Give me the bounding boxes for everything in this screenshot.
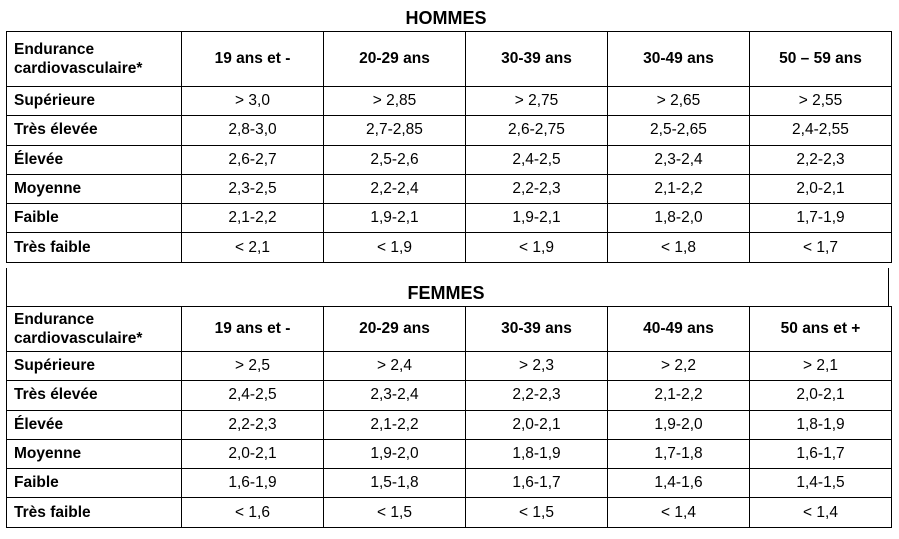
table-cell: > 2,5 (182, 352, 324, 381)
header-age-group: 20-29 ans (324, 307, 466, 352)
row-label: Moyenne (7, 439, 182, 468)
table-cell: 2,3-2,5 (182, 174, 324, 203)
table-cell: 2,4-2,5 (466, 145, 608, 174)
table-cell: 1,6-1,7 (750, 439, 892, 468)
table-cell: > 2,75 (466, 87, 608, 116)
table-cell: > 2,3 (466, 352, 608, 381)
table-cell: 2,8-3,0 (182, 116, 324, 145)
table-cell: 2,2-2,3 (466, 381, 608, 410)
header-age-group: 19 ans et - (182, 32, 324, 87)
header-age-group: 30-49 ans (608, 32, 750, 87)
table-cell: 2,2-2,3 (182, 410, 324, 439)
table-row (7, 233, 892, 262)
table-row (7, 410, 892, 439)
table-cell: < 1,9 (324, 233, 466, 262)
table-row (7, 116, 892, 145)
table-cell: 1,9-2,0 (324, 439, 466, 468)
table-cell: > 2,1 (750, 352, 892, 381)
table-cell: 1,7-1,9 (750, 204, 892, 233)
table-cell: 1,4-1,5 (750, 469, 892, 498)
row-label: Élevée (7, 145, 182, 174)
table-cell: 2,2-2,4 (324, 174, 466, 203)
table-cell: < 1,6 (182, 498, 324, 527)
table-cell: < 1,9 (466, 233, 608, 262)
row-label: Très faible (7, 498, 182, 527)
row-label: Supérieure (7, 87, 182, 116)
header-category: Endurance cardiovasculaire* (7, 307, 182, 352)
table-cell: > 2,85 (324, 87, 466, 116)
row-label: Très élevée (7, 381, 182, 410)
table-cell: 1,9-2,1 (466, 204, 608, 233)
row-label: Faible (7, 469, 182, 498)
header-category: Endurance cardiovasculaire* (7, 32, 182, 87)
table-row (7, 204, 892, 233)
table-cell: 1,6-1,9 (182, 469, 324, 498)
table-cell: > 3,0 (182, 87, 324, 116)
table-cell: 2,0-2,1 (182, 439, 324, 468)
table-cell: 1,8-1,9 (750, 410, 892, 439)
table-cell: 2,0-2,1 (750, 174, 892, 203)
table-row (7, 498, 892, 527)
table-cell: > 2,65 (608, 87, 750, 116)
table-cell: < 2,1 (182, 233, 324, 262)
row-label: Supérieure (7, 352, 182, 381)
table-cell: 2,0-2,1 (466, 410, 608, 439)
row-label: Très élevée (7, 116, 182, 145)
header-age-group: 30-39 ans (466, 32, 608, 87)
header-age-group: 50 ans et + (750, 307, 892, 352)
table-cell: 1,7-1,8 (608, 439, 750, 468)
row-label: Élevée (7, 410, 182, 439)
header-age-group: 30-39 ans (466, 307, 608, 352)
table-cell: 2,6-2,7 (182, 145, 324, 174)
table-cell: 2,5-2,65 (608, 116, 750, 145)
header-age-group: 40-49 ans (608, 307, 750, 352)
table-cell: 1,5-1,8 (324, 469, 466, 498)
table-row (7, 469, 892, 498)
table-row (7, 439, 892, 468)
header-age-group: 19 ans et - (182, 307, 324, 352)
table-cell: 1,8-2,0 (608, 204, 750, 233)
table-cell: 2,1-2,2 (182, 204, 324, 233)
table-cell: > 2,4 (324, 352, 466, 381)
table-cell: 2,1-2,2 (608, 381, 750, 410)
table-cell: 2,7-2,85 (324, 116, 466, 145)
row-label: Moyenne (7, 174, 182, 203)
table-cell: 1,9-2,0 (608, 410, 750, 439)
row-label: Très faible (7, 233, 182, 262)
table-cell: 2,1-2,2 (608, 174, 750, 203)
table-cell: < 1,8 (608, 233, 750, 262)
table-cell: < 1,7 (750, 233, 892, 262)
table-cell: 2,3-2,4 (608, 145, 750, 174)
table-cell: 2,0-2,1 (750, 381, 892, 410)
table-cell: < 1,4 (750, 498, 892, 527)
table-cell: > 2,2 (608, 352, 750, 381)
table-cell: 1,9-2,1 (324, 204, 466, 233)
table-row (7, 87, 892, 116)
table-cell: 2,2-2,3 (750, 145, 892, 174)
header-row (7, 32, 892, 87)
table-cell: 2,2-2,3 (466, 174, 608, 203)
table-cell: < 1,5 (466, 498, 608, 527)
row-label: Faible (7, 204, 182, 233)
table-cell: 1,4-1,6 (608, 469, 750, 498)
table-cell: 2,5-2,6 (324, 145, 466, 174)
femmes-table (6, 306, 892, 528)
table-row (7, 145, 892, 174)
table-row (7, 381, 892, 410)
table-cell: 2,3-2,4 (324, 381, 466, 410)
table-cell: > 2,55 (750, 87, 892, 116)
header-row (7, 307, 892, 352)
hommes-title: HOMMES (405, 8, 487, 28)
femmes-title: FEMMES (407, 283, 485, 303)
table-cell: 2,4-2,55 (750, 116, 892, 145)
table-cell: 1,6-1,7 (466, 469, 608, 498)
table-cell: 2,1-2,2 (324, 410, 466, 439)
table-cell: 2,4-2,5 (182, 381, 324, 410)
table-cell: 2,6-2,75 (466, 116, 608, 145)
table-row (7, 352, 892, 381)
table-row (7, 174, 892, 203)
table-cell: 1,8-1,9 (466, 439, 608, 468)
header-age-group: 50 – 59 ans (750, 32, 892, 87)
table-cell: < 1,4 (608, 498, 750, 527)
table-cell: < 1,5 (324, 498, 466, 527)
hommes-table (6, 31, 892, 263)
header-age-group: 20-29 ans (324, 32, 466, 87)
